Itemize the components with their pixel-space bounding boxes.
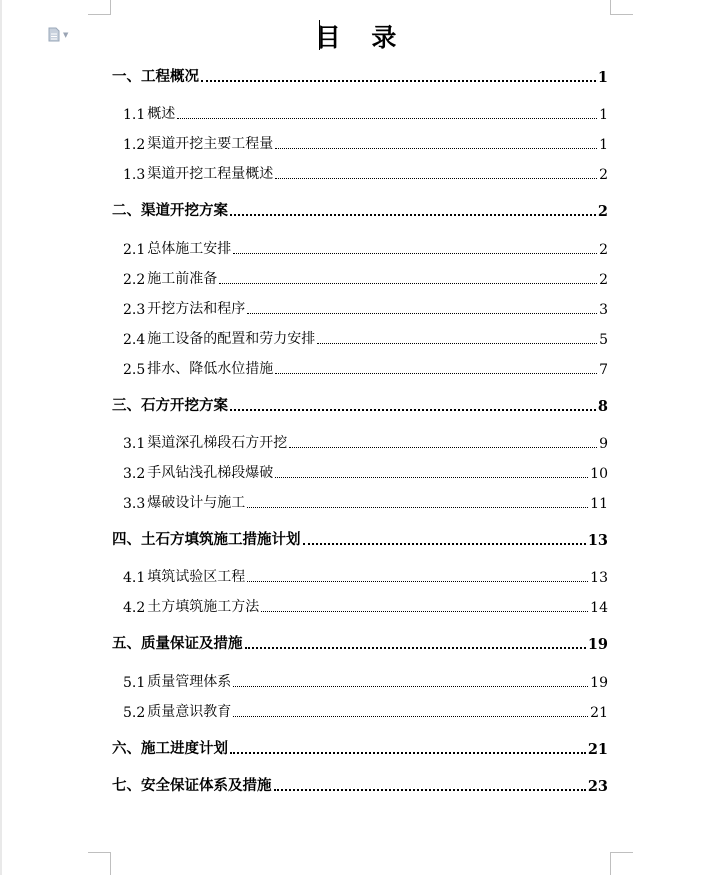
toc-entry-level2[interactable] xyxy=(123,163,608,183)
toc-entry-number: 1.3 xyxy=(123,167,146,183)
toc-entry-text: 施工设备的配置和劳力安排 xyxy=(147,331,316,347)
toc-entry-level2[interactable] xyxy=(123,358,608,378)
toc-entry-text: 七、安全保证体系及措施 xyxy=(112,777,272,794)
toc-leader xyxy=(317,343,597,344)
toc-leader xyxy=(233,716,588,717)
toc-entry-number: 3.1 xyxy=(123,436,146,452)
toc-entry-level2[interactable] xyxy=(123,492,608,512)
toc-entry-text: 六、施工进度计划 xyxy=(112,740,228,757)
toc-entry-text: 四、土石方填筑施工措施计划 xyxy=(112,531,301,548)
toc-entry-level2[interactable] xyxy=(123,462,608,482)
toc-entry-number: 2.5 xyxy=(123,362,146,378)
toc-entry-number: 3.2 xyxy=(123,466,146,482)
toc-entry-level2[interactable] xyxy=(123,298,608,318)
toc-leader xyxy=(247,507,588,508)
toc-entry-number: 4.1 xyxy=(123,570,146,586)
page-edge xyxy=(0,0,2,875)
toc-entry-text: 三、石方开挖方案 xyxy=(112,397,228,414)
toc-page-number: 5 xyxy=(599,332,608,348)
toc-entry-level2[interactable] xyxy=(123,328,608,348)
toc-entry-level2[interactable] xyxy=(123,133,608,153)
toc-leader xyxy=(230,752,586,754)
toc-page-number: 14 xyxy=(590,600,608,616)
toc-entry-text: 排水、降低水位措施 xyxy=(147,361,274,377)
toc-entry-level1[interactable] xyxy=(112,395,608,415)
toc-entry-text: 二、渠道开挖方案 xyxy=(112,202,228,219)
toc-entry-number: 3.3 xyxy=(123,496,146,512)
toc-entry-number: 2.1 xyxy=(123,242,146,258)
toc-entry-level1[interactable] xyxy=(112,200,608,220)
toc-entry-text: 土方填筑施工方法 xyxy=(147,599,260,615)
toc-entry-text: 质量意识教育 xyxy=(147,704,232,720)
toc-page-number: 11 xyxy=(590,496,608,512)
toc-page-number: 3 xyxy=(599,302,608,318)
crop-mark-top-right xyxy=(610,0,633,15)
toc-leader xyxy=(201,80,596,82)
toc-entry-number: 5.1 xyxy=(123,675,146,691)
toc-page-number: 19 xyxy=(587,636,608,653)
toc-entry-level2[interactable] xyxy=(123,701,608,721)
toc-entry-text: 质量管理体系 xyxy=(147,674,232,690)
toc-entry-level2[interactable] xyxy=(123,268,608,288)
toc-page-number: 10 xyxy=(590,466,608,482)
toc-entry-number: 4.2 xyxy=(123,600,146,616)
toc-leader xyxy=(275,148,597,149)
toc-entry-number: 5.2 xyxy=(123,705,146,721)
toc-leader xyxy=(245,647,586,649)
toc-leader xyxy=(274,789,586,791)
toc-entry-text: 填筑试验区工程 xyxy=(147,569,246,585)
toc-entry-text: 渠道开挖主要工程量 xyxy=(147,136,274,152)
toc-leader xyxy=(247,313,597,314)
toc-leader xyxy=(177,118,597,119)
toc-entry-level1[interactable] xyxy=(112,738,608,758)
toc-page-number: 2 xyxy=(599,272,608,288)
toc-leader xyxy=(230,409,596,411)
toc-page-number: 13 xyxy=(590,570,608,586)
toc-page-number: 9 xyxy=(599,436,608,452)
toc-leader xyxy=(275,477,588,478)
page-title: 目 录 xyxy=(315,23,399,52)
toc-page-number: 8 xyxy=(597,398,608,415)
toc-leader xyxy=(261,611,588,612)
toc-page-number: 1 xyxy=(599,107,608,123)
toc-entry-level2[interactable] xyxy=(123,432,608,452)
toc-page-number: 21 xyxy=(587,741,608,758)
toc-entry-number: 2.2 xyxy=(123,272,146,288)
toc-leader xyxy=(303,543,586,545)
toc-entry-text: 手风钻浅孔梯段爆破 xyxy=(147,465,274,481)
toc-entry-level2[interactable] xyxy=(123,566,608,586)
toc-entry-level2[interactable] xyxy=(123,103,608,123)
toc-entry-level1[interactable] xyxy=(112,633,608,653)
toc-leader xyxy=(289,447,597,448)
toc-entry-text: 渠道深孔梯段石方开挖 xyxy=(147,435,288,451)
toc-page-number: 21 xyxy=(590,705,608,721)
toc-entry-level1[interactable] xyxy=(112,775,608,795)
toc-page-number: 2 xyxy=(597,203,608,220)
toc-entry-text: 爆破设计与施工 xyxy=(147,495,246,511)
toc-leader xyxy=(219,283,597,284)
toc-page-number: 23 xyxy=(587,778,608,795)
toc-entry-level2[interactable] xyxy=(123,596,608,616)
toc-page-number: 13 xyxy=(587,532,608,549)
toc-entry-text: 一、工程概况 xyxy=(112,68,199,85)
toc-page-number: 1 xyxy=(597,69,608,86)
toc-page-number: 2 xyxy=(599,167,608,183)
toc-leader xyxy=(233,253,597,254)
toc-leader xyxy=(233,686,588,687)
toc-entry-number: 1.2 xyxy=(123,137,146,153)
toc-leader xyxy=(275,373,597,374)
crop-mark-bottom-right xyxy=(610,852,633,875)
toc-entry-text: 渠道开挖工程量概述 xyxy=(147,166,274,182)
toc-page-number: 1 xyxy=(599,137,608,153)
toc-entry-text: 五、质量保证及措施 xyxy=(112,635,243,652)
toc-page-number: 2 xyxy=(599,242,608,258)
toc-entry-text: 施工前准备 xyxy=(147,271,218,287)
toc-entry-number: 2.4 xyxy=(123,332,146,348)
chevron-down-icon: ▼ xyxy=(63,30,69,39)
toc-entry-number: 2.3 xyxy=(123,302,146,318)
toc-entry-level2[interactable] xyxy=(123,671,608,691)
crop-mark-top-left xyxy=(88,0,111,15)
crop-mark-bottom-left xyxy=(88,852,111,875)
toc-entry-text: 开挖方法和程序 xyxy=(147,301,246,317)
toc-page-number: 19 xyxy=(590,675,608,691)
toc-entry-level1[interactable] xyxy=(112,529,608,549)
toc-leader xyxy=(230,214,596,216)
toc-entry-number: 1.1 xyxy=(123,107,146,123)
toc-leader xyxy=(275,178,597,179)
toc-entry-text: 总体施工安排 xyxy=(147,241,232,257)
toc-entry-level2[interactable] xyxy=(123,238,608,258)
toc-leader xyxy=(247,581,588,582)
toc-entry-level1[interactable] xyxy=(112,66,608,86)
toc-page-number: 7 xyxy=(599,362,608,378)
toc-entry-text: 概述 xyxy=(147,106,176,122)
